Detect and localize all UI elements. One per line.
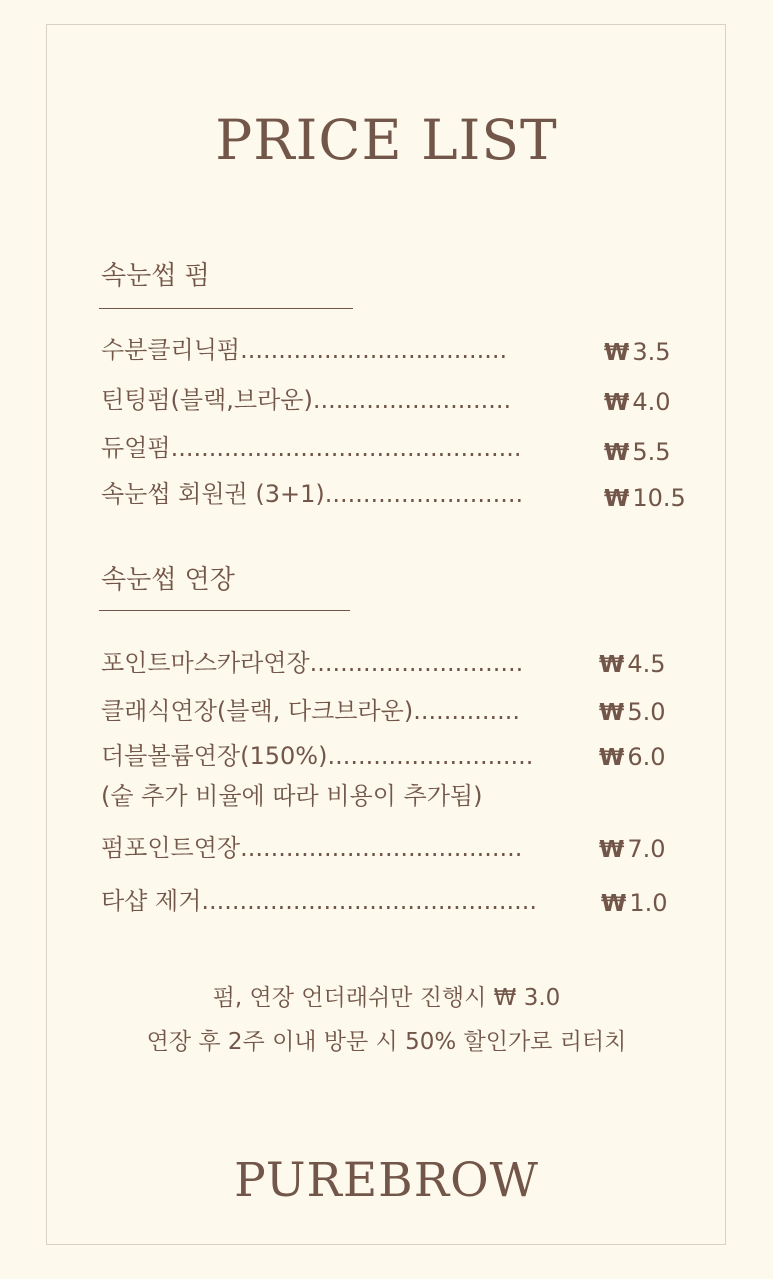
item-price: ₩ 5.0: [599, 698, 666, 726]
item-price: ₩ 7.0: [599, 835, 666, 863]
page-border: [46, 24, 726, 1245]
menu-item: 수분클리닉펌...................................: [101, 336, 508, 364]
section-title-extension: 속눈썹 연장: [101, 565, 235, 595]
menu-item: 클래식연장(블랙, 다크브라운)..............: [101, 697, 521, 725]
item-price: ₩ 10.5: [604, 484, 686, 512]
footer-note: 연장 후 2주 이내 방문 시 50% 할인가로 리터치: [146, 1029, 627, 1055]
menu-item: 속눈썹 회원권 (3+1)..........................: [101, 480, 524, 508]
footer-note: 펌, 연장 언더래쉬만 진행시 ₩ 3.0: [212, 985, 561, 1011]
brand-logo: PUREBROW: [234, 1153, 539, 1208]
menu-item: 틴팅펌(블랙,브라운)..........................: [101, 386, 512, 414]
section-divider: [99, 308, 353, 309]
menu-item: 타샵 제거............................................: [101, 887, 538, 915]
menu-item: 더블볼륨연장(150%)...........................: [101, 742, 534, 770]
item-price: ₩ 6.0: [599, 743, 666, 771]
section-divider: [99, 610, 350, 611]
menu-item: 듀얼펌..............................................: [101, 434, 522, 462]
item-price: ₩ 4.0: [604, 388, 671, 416]
section-title-perm: 속눈썹 펌: [101, 261, 210, 291]
menu-item: 펌포인트연장.....................................: [101, 834, 523, 862]
item-note: (숱 추가 비율에 따라 비용이 추가됨): [101, 782, 483, 810]
item-price: ₩ 5.5: [604, 438, 671, 466]
item-price: ₩ 1.0: [601, 889, 668, 917]
item-price: ₩ 4.5: [599, 650, 666, 678]
page-title: PRICE LIST: [215, 108, 558, 172]
item-price: ₩ 3.5: [604, 338, 671, 366]
menu-item: 포인트마스카라연장............................: [101, 649, 524, 677]
